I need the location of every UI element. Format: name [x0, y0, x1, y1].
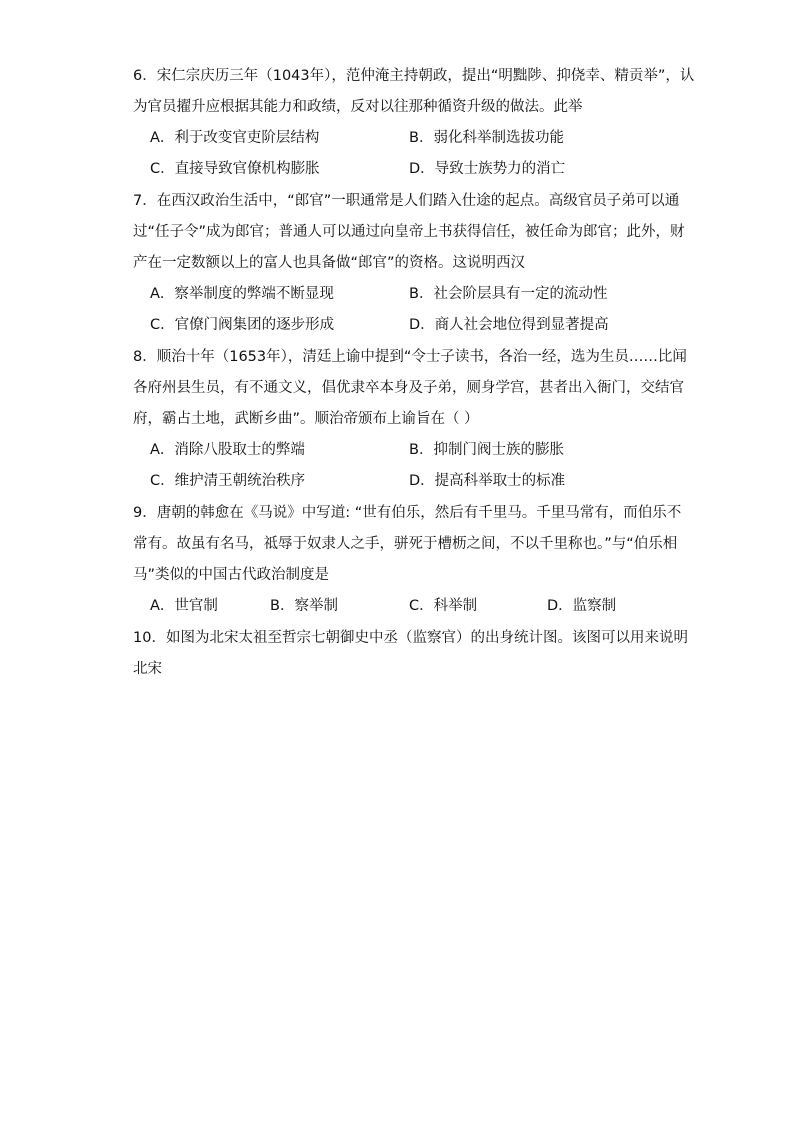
question-8-option-c[interactable]: C．维护清王朝统治秩序: [150, 473, 306, 489]
question-7-option-a[interactable]: A．察举制度的弊端不断显现: [150, 286, 334, 302]
question-6-line-2: 为官员擢升应根据其能力和政绩，反对以往那种循资升级的做法。此举: [133, 99, 583, 115]
question-9-line-2: 常有。故虽有名马，祗辱于奴隶人之手，骈死于槽枥之间，不以千里称也。”与“伯乐相: [133, 536, 678, 552]
question-8-option-b[interactable]: B．抑制门阀士族的膨胀: [409, 442, 564, 458]
question-7-option-d[interactable]: D．商人社会地位得到显著提高: [409, 317, 609, 333]
question-6-option-a[interactable]: A．利于改变官吏阶层结构: [150, 130, 320, 146]
question-8-option-d[interactable]: D．提高科举取士的标准: [409, 473, 566, 489]
question-7-line-1: 7．在西汉政治生活中，“郎官”一职通常是人们踏入仕途的起点。高级官员子弟可以通: [133, 193, 680, 209]
question-8-line-2: 各府州县生员，有不通文义，倡优隶卒本身及子弟，厕身学宫，甚者出入衙门，交结官: [133, 380, 684, 396]
question-9-option-d[interactable]: D．监察制: [547, 598, 617, 614]
question-7-line-2: 过“任子令”成为郎官；普通人可以通过向皇帝上书获得信任，被任命为郎官；此外，财: [133, 224, 685, 240]
question-7-option-c[interactable]: C．官僚门阀集团的逐步形成: [150, 317, 335, 333]
question-7-line-3: 产在一定数额以上的富人也具备做“郎官”的资格。这说明西汉: [133, 255, 526, 271]
question-9-option-c[interactable]: C．科举制: [409, 598, 478, 614]
question-9-option-a[interactable]: A．世官制: [150, 598, 218, 614]
question-6-option-d[interactable]: D．导致士族势力的消亡: [409, 161, 566, 177]
question-8-option-a[interactable]: A．消除八股取士的弊端: [150, 442, 305, 458]
question-6-option-c[interactable]: C．直接导致官僚机构膨胀: [150, 161, 320, 177]
question-10-line-1: 10．如图为北宋太祖至哲宗七朝御史中丞（监察官）的出身统计图。该图可以用来说明: [133, 630, 688, 646]
question-8-line-3: 府，霸占土地，武断乡曲”。顺治帝颁布上谕旨在（ ）: [133, 411, 479, 427]
question-8-line-1: 8．顺治十年（1653年），清廷上谕中提到“令士子读书，各治一经，选为生员……比闻: [133, 349, 687, 365]
question-6-line-1: 6．宋仁宗庆历三年（1043年），范仲淹主持朝政，提出“明黜陟、抑侥幸、精贡举”，认: [133, 68, 695, 84]
question-9-line-1: 9．唐朝的韩愈在《马说》中写道: “世有伯乐，然后有千里马。千里马常有，而伯乐不: [133, 505, 682, 521]
question-7-option-b[interactable]: B．社会阶层具有一定的流动性: [409, 286, 608, 302]
question-10-line-2: 北宋: [133, 661, 162, 677]
question-9-line-3: 马”类似的中国古代政治制度是: [133, 567, 330, 583]
question-6-option-b[interactable]: B．弱化科举制选拔功能: [409, 130, 564, 146]
question-9-option-b[interactable]: B．察举制: [270, 598, 338, 614]
